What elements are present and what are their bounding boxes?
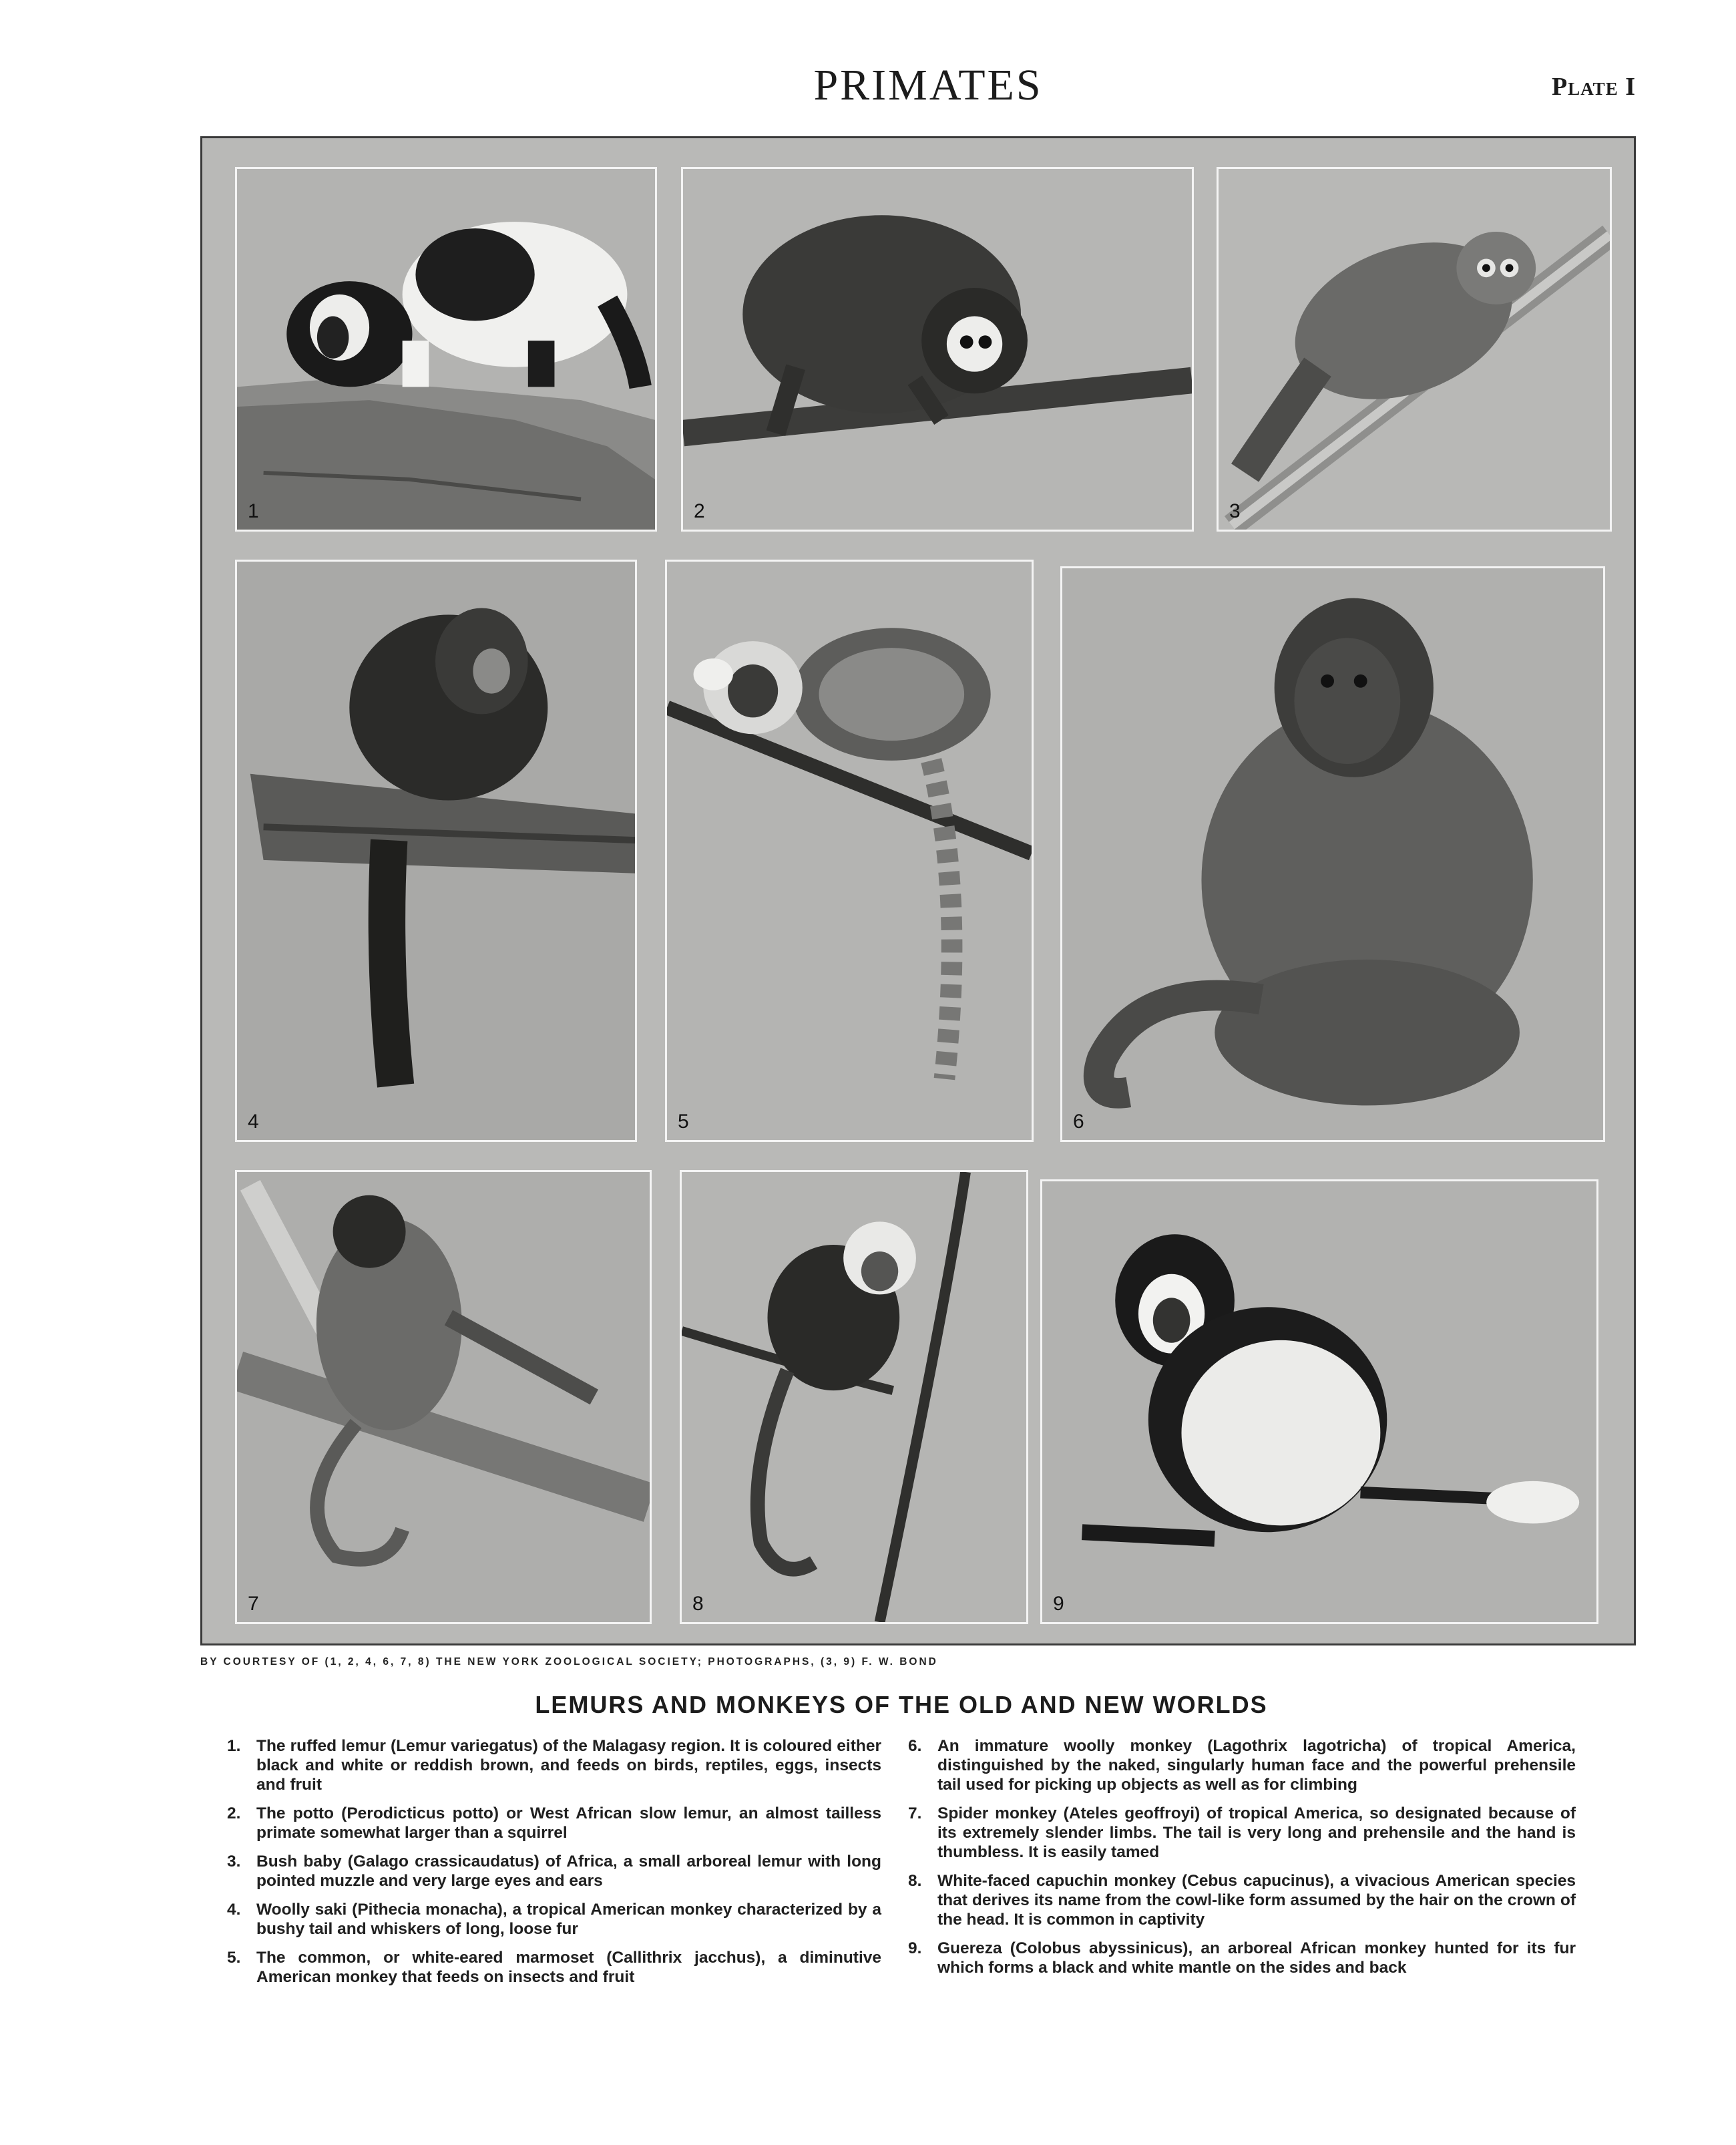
photo-number: 7	[248, 1593, 259, 1615]
caption-text: Bush baby (Galago crassicaudatus) of Africa, a small arboreal lemur with long pointed muzzle and very large eyes and ears	[256, 1852, 881, 1890]
caption-text: White-faced capuchin monkey (Cebus capucinus), a vivacious American species that derives its name from the cowl-like form assumed by the hair on the crown of the head. It is common in captivity	[937, 1872, 1576, 1929]
bush-baby-image	[1219, 169, 1610, 530]
guereza-image	[1042, 1181, 1596, 1622]
caption-number: 9.	[908, 1939, 922, 1957]
caption-text: Woolly saki (Pithecia monacha), a tropical American monkey characterized by a bushy tail and whiskers of long, loose fur	[256, 1901, 881, 1938]
caption-item	[908, 1871, 1576, 1929]
caption-number: 1.	[227, 1737, 241, 1755]
caption-item	[908, 1736, 1576, 1794]
caption-number: 2.	[227, 1804, 241, 1822]
photo-bush-baby	[1217, 167, 1612, 532]
caption-number: 5.	[227, 1949, 241, 1967]
caption-item	[227, 1852, 881, 1891]
caption-item	[227, 1948, 881, 1987]
caption-text: The ruffed lemur (Lemur variegatus) of the Malagasy region. It is coloured either black and white or reddish brown, and feeds on birds, reptiles, eggs, insects and fruit	[256, 1737, 881, 1794]
photo-number: 1	[248, 500, 259, 522]
caption-number: 8.	[908, 1872, 922, 1890]
caption-text: An immature woolly monkey (Lagothrix lagotricha) of tropical America, distinguished by the naked, singularly human face and the powerful prehensile tail used for picking up objects as well as for climbing	[937, 1737, 1576, 1794]
caption-text: Spider monkey (Ateles geoffroyi) of tropical America, so designated because of its extremely slender limbs. The tail is very long and prehensile and the hand is thumbless. It is easily tamed	[937, 1804, 1576, 1861]
caption-text: The common, or white-eared marmoset (Callithrix jacchus), a diminutive American monkey that feeds on insects and fruit	[256, 1949, 881, 1986]
caption-item	[227, 1736, 881, 1794]
photo-potto	[681, 167, 1194, 532]
photo-guereza	[1040, 1179, 1598, 1624]
caption-number: 3.	[227, 1852, 241, 1871]
caption-item	[227, 1804, 881, 1842]
caption-number: 7.	[908, 1804, 922, 1822]
photo-number: 8	[692, 1593, 704, 1615]
photo-marmoset	[665, 560, 1034, 1142]
woolly-monkey-image	[1062, 568, 1603, 1140]
caption-list-left	[227, 1736, 881, 1996]
caption-list-right	[908, 1736, 1576, 1987]
page-title: PRIMATES	[813, 61, 1043, 110]
photo-woolly-saki	[235, 560, 637, 1142]
plate-number: Plate I	[1551, 73, 1636, 101]
photo-number: 9	[1053, 1593, 1064, 1615]
photo-capuchin	[680, 1170, 1028, 1624]
caption-number: 4.	[227, 1901, 241, 1919]
photo-number: 4	[248, 1111, 259, 1133]
caption-number: 6.	[908, 1737, 922, 1755]
caption-heading: LEMURS AND MONKEYS OF THE OLD AND NEW WORLDS	[535, 1691, 1268, 1718]
photo-credit: BY COURTESY OF (1, 2, 4, 6, 7, 8) THE NEW YORK ZOOLOGICAL SOCIETY; PHOTOGRAPHS, (3, 9) F. W. BOND	[200, 1656, 938, 1668]
capuchin-image	[682, 1172, 1026, 1622]
photo-number: 6	[1073, 1111, 1084, 1133]
spider-monkey-image	[237, 1172, 650, 1622]
photo-number: 2	[694, 500, 705, 522]
caption-item	[908, 1804, 1576, 1862]
photo-woolly-monkey	[1060, 566, 1605, 1142]
photo-number: 5	[678, 1111, 689, 1133]
ruffed-lemur-image	[237, 169, 655, 530]
caption-item	[908, 1939, 1576, 1977]
caption-text: The potto (Perodicticus potto) or West African slow lemur, an almost tailless primate somewhat larger than a squirrel	[256, 1804, 881, 1842]
woolly-saki-image	[237, 562, 635, 1140]
photo-ruffed-lemur	[235, 167, 657, 532]
marmoset-image	[667, 562, 1032, 1140]
caption-text: Guereza (Colobus abyssinicus), an arboreal African monkey hunted for its fur which forms a black and white mantle on the sides and back	[937, 1939, 1576, 1977]
photo-spider-monkey	[235, 1170, 652, 1624]
photo-number: 3	[1229, 500, 1241, 522]
potto-image	[683, 169, 1192, 530]
caption-item	[227, 1900, 881, 1939]
